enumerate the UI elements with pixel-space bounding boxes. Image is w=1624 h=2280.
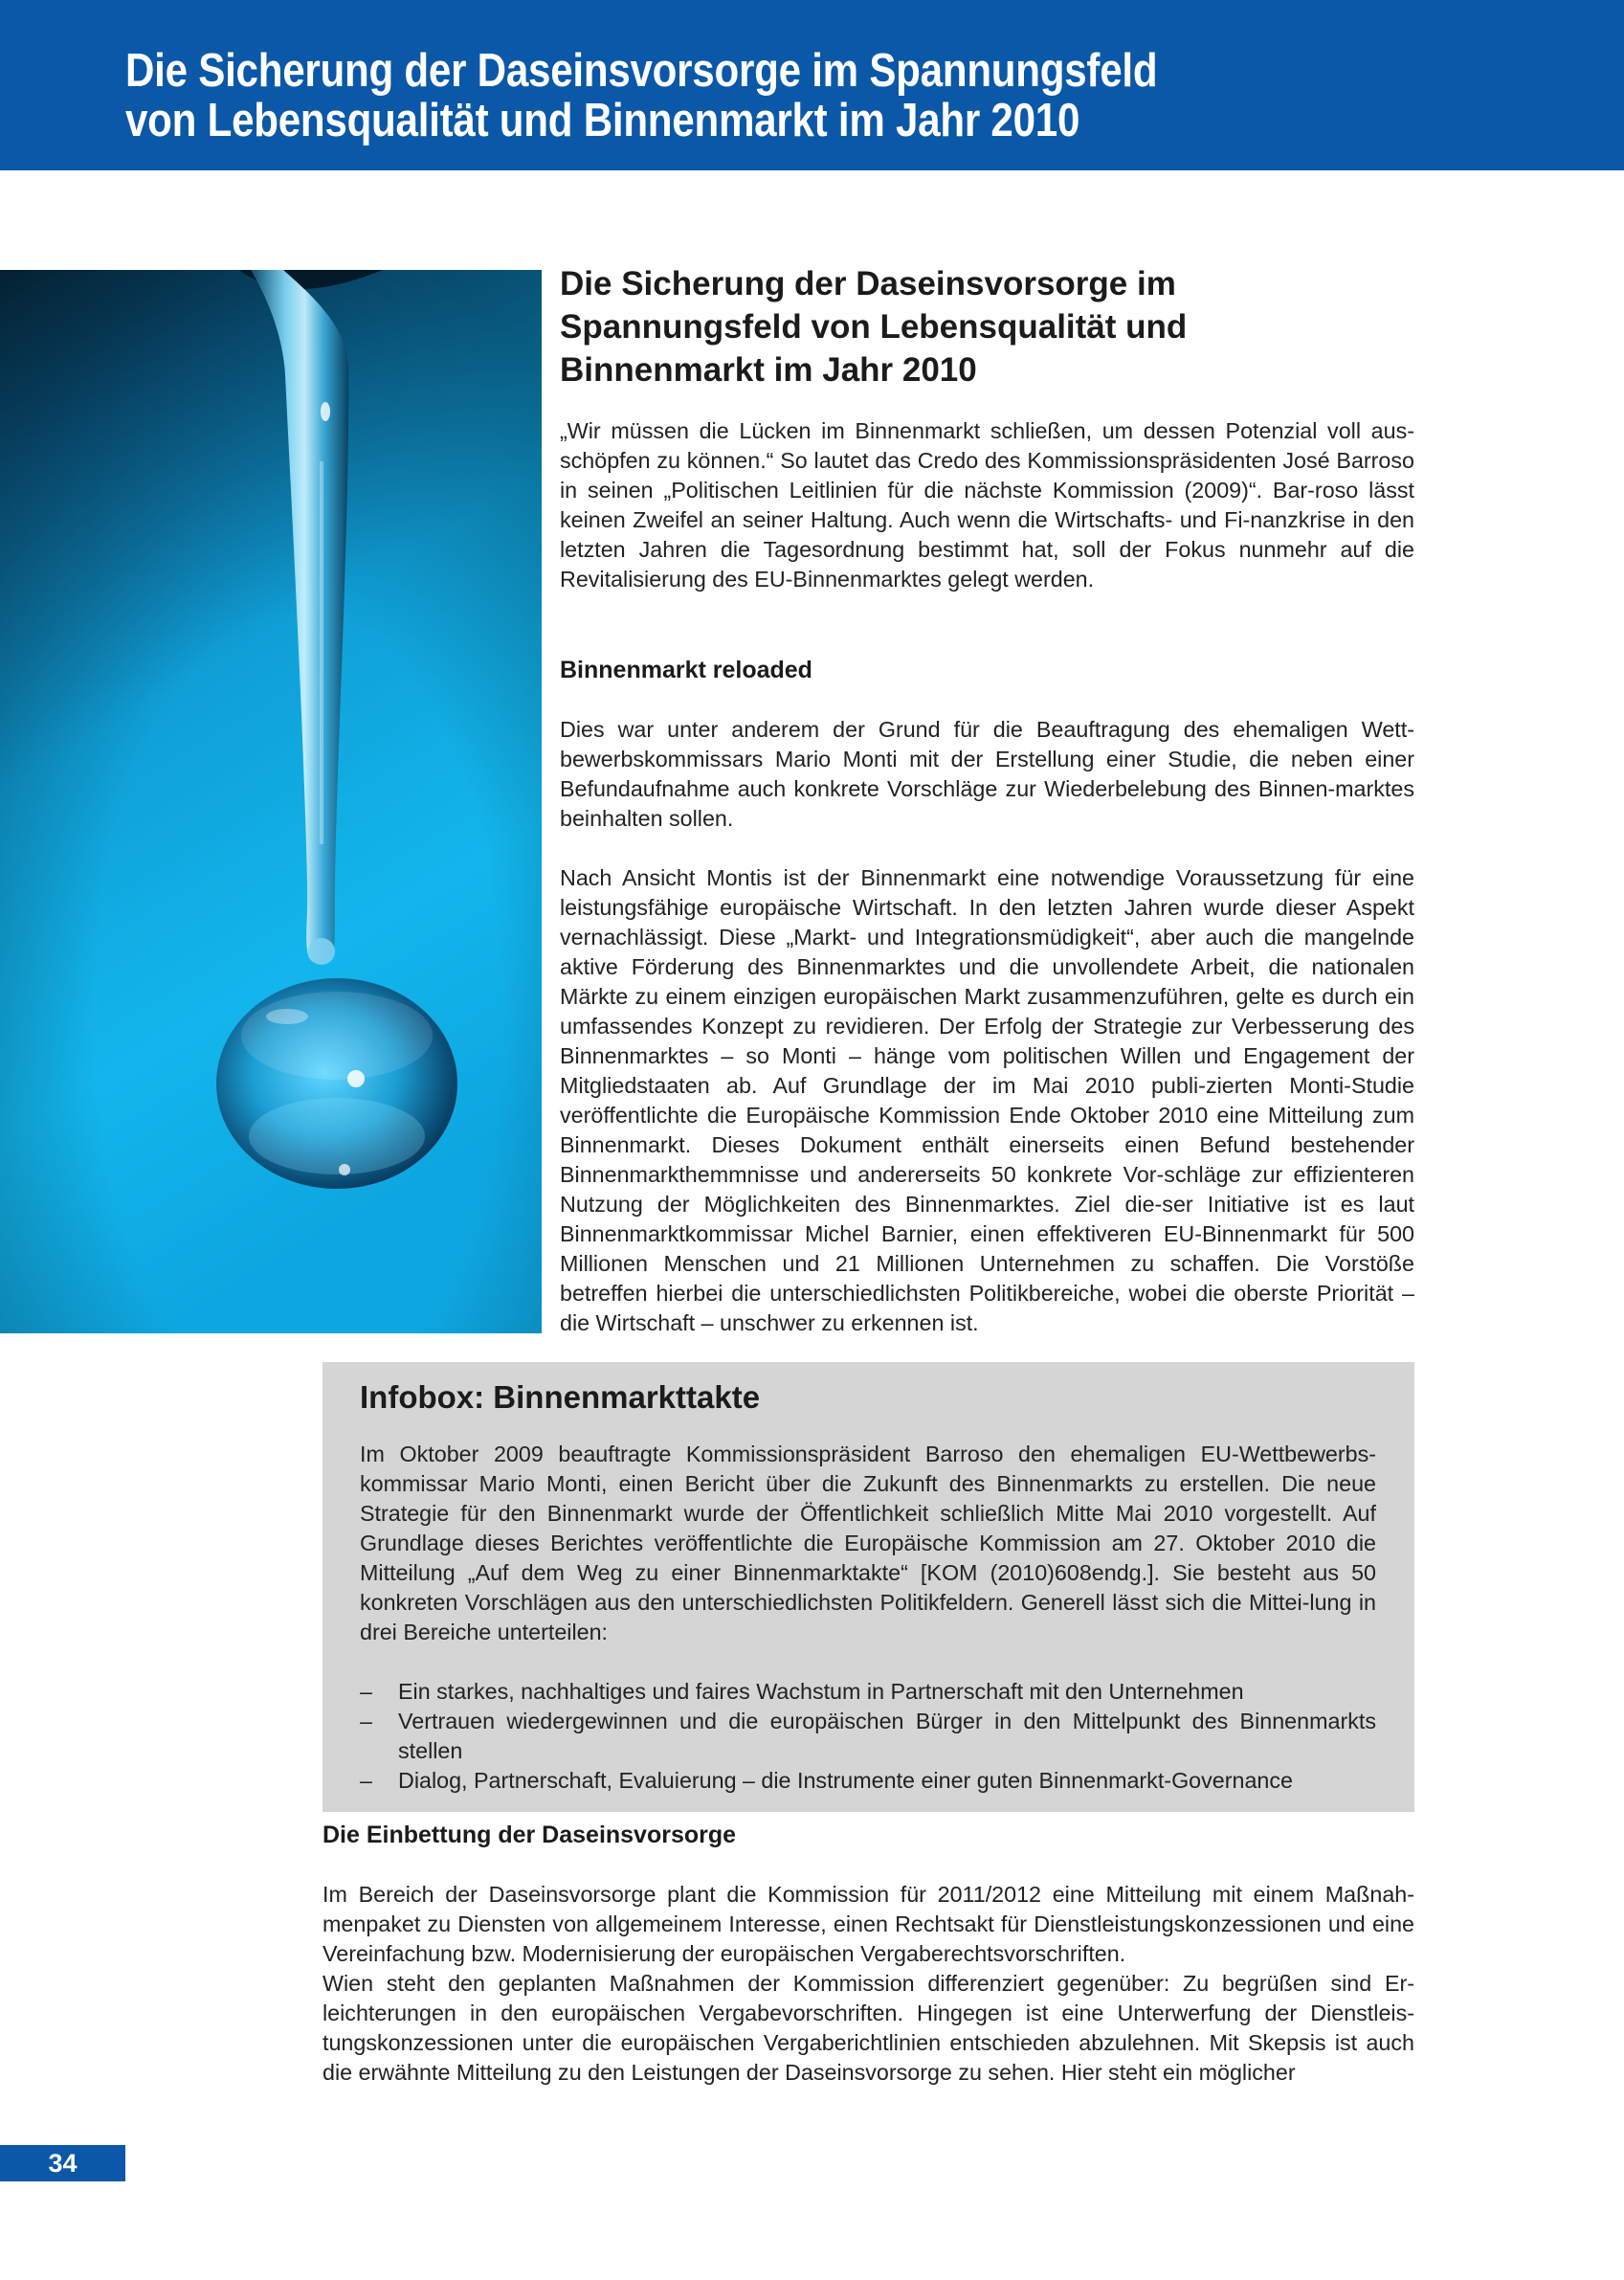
- header-title: [125, 46, 1157, 145]
- article-title-line-2: Spannungsfeld von Lebensqualität und: [560, 308, 1188, 346]
- article-title-line-1: Die Sicherung der Daseinsvorsorge im: [560, 265, 1176, 302]
- infobox-list-item-text: Dialog, Partnerschaft, Evaluierung – die Instrumente einer guten Binnenmarkt-Governance: [398, 1768, 1293, 1793]
- section-einbettung: [323, 1821, 1414, 2088]
- section1-paragraph-2: Nach Ansicht Montis ist der Binnenmarkt eine notwendige Voraussetzung für eine leistungsfähige europäische Wirtschaft. In den letzten Jahren wurde dieser Aspekt vernachlässigt. Diese „Markt- und Integrationsmüdigkeit“, aber auch die mangelnde aktive Förderung des Binnenmarktes und die unvollendete Arbeit, die nationalen Märkte zu einem einzigen europäischen Markt zusammenzuführen, gelte es durch ein umfassendes Konzept zu revidieren. Der Erfolg der Strategie zur Verbesserung des Binnenmarktes – so Monti – hänge vom politischen Willen und Engagement der Mitgliedstaaten ab. Auf Grundlage der im Mai 2010 publi-zierten Monti-Studie veröffentlichte die Europäische Kommission Ende Oktober 2010 eine Mitteilung zum Binnenmarkt. Dieses Dokument enthält einerseits einen Befund bestehender Binnenmarkthemmnisse und andererseits 50 konkrete Vor-schläge zur effizienteren Nutzung der Möglichkeiten des Binnenmarktes. Ziel die-ser Initiative ist es laut Binnenmarktkommissar Michel Barnier, einen effektiveren EU-Binnenmarkt für 500 Millionen Menschen und 21 Millionen Unternehmen zu schaffen. Die Vorstöße betreffen hierbei die unterschiedlichsten Politikbereiche, wobei die oberste Priorität – die Wirtschaft – unschwer zu erkennen ist.: [560, 865, 1414, 1335]
- list-dash: –: [360, 1709, 372, 1733]
- water-drop-image: [0, 270, 542, 1333]
- list-dash: –: [360, 1679, 372, 1704]
- section2-paragraph-2: Wien steht den geplanten Maßnahmen der Kommission differenziert gegenüber: Zu begrüßen sind Er-leichterungen in den europäischen Vergabevorschriften. Hingegen ist eine Unterwerfung der Dienstleis-tungskonzessionen unter die europäischen Vergaberichtlinien entschieden abzulehnen. Mit Skepsis ist auch die erwähnte Mitteilung zu den Leistungen der Daseinsvorsorge zu sehen. Hier steht ein möglicher: [323, 1971, 1414, 2085]
- infobox-title: Infobox: Binnenmarkttakte: [360, 1379, 761, 1415]
- article-column: [560, 262, 1414, 1338]
- infobox-list-item-2: [360, 1707, 1376, 1766]
- section-heading-einbettung: Die Einbettung der Daseinsvorsorge: [323, 1822, 737, 1848]
- section2-paragraph-1: Im Bereich der Daseinsvorsorge plant die Kommission für 2011/2012 eine Mitteilung mit einem Maßnah-menpaket zu Diensten von allgemeinem Interesse, einen Rechtsakt für Dienstleistungskonzessionen und eine Vereinfachung bzw. Modernisierung der europäischen Vergaberechtsvorschriften.: [323, 1882, 1414, 1966]
- article-title: [560, 262, 1414, 391]
- article-intro: „Wir müssen die Lücken im Binnenmarkt schließen, um dessen Potenzial voll aus-schöpfen zu können.“ So lautet das Credo des Kommissionspräsidenten José Barroso in seinen „Politischen Leitlinien für die nächste Kommission (2009)“. Bar-roso lässt keinen Zweifel an seiner Haltung. Auch wenn die Wirtschafts- und Fi-nanzkrise in den letzten Jahren die Tagesordnung bestimmt hat, soll der Fokus nunmehr auf die Revitalisierung des EU-Binnenmarktes gelegt werden.: [560, 418, 1414, 592]
- section1-paragraph-1: Dies war unter anderem der Grund für die Beauftragung des ehemaligen Wett-bewerbskommissars Mario Monti mit der Erstellung einer Studie, die neben einer Befundaufnahme auch konkrete Vorschläge zur Wiederbelebung des Binnen-marktes beinhalten sollen.: [560, 717, 1414, 831]
- infobox-list-item-text: Ein starkes, nachhaltiges und faires Wachstum in Partnerschaft mit den Unternehmen: [398, 1679, 1244, 1704]
- infobox-list-item-3: [360, 1766, 1376, 1796]
- infobox-content: [360, 1375, 1376, 1796]
- section-heading-binnenmarkt-reloaded: Binnenmarkt reloaded: [560, 657, 812, 683]
- infobox-list-item-1: [360, 1677, 1376, 1707]
- infobox-body: Im Oktober 2009 beauftragte Kommissionspräsident Barroso den ehemaligen EU-Wettbewerbs-kommissar Mario Monti, einen Bericht über die Zukunft des Binnenmarkts zu erstellen. Die neue Strategie für den Binnenmarkt wurde der Öffentlichkeit schließlich Mitte Mai 2010 vorgestellt. Auf Grundlage dieses Berichtes veröffentlichte die Europäische Kommission am 27. Oktober 2010 die Mitteilung „Auf dem Weg zu einer Binnenmarktakte“ [KOM (2010)608endg.]. Sie besteht aus 50 konkreten Vorschlägen aus den unterschiedlichsten Politikfeldern. Generell lässt sich die Mittei-lung in drei Bereiche unterteilen:: [360, 1442, 1376, 1644]
- list-dash: –: [360, 1768, 372, 1793]
- header-title-line-1: Die Sicherung der Daseinsvorsorge im Spannungsfeld: [125, 45, 1158, 97]
- header-banner: [0, 0, 1624, 170]
- infobox: [323, 1362, 1414, 1812]
- article-title-line-3: Binnenmarkt im Jahr 2010: [560, 351, 977, 389]
- page-number: 34: [0, 2145, 125, 2181]
- infobox-list: [360, 1677, 1376, 1796]
- infobox-list-item-text: Vertrauen wiedergewinnen und die europäischen Bürger in den Mittelpunkt des Binnenmarkts stellen: [398, 1709, 1376, 1763]
- header-title-line-2: von Lebensqualität und Binnenmarkt im Jahr 2010: [125, 95, 1080, 146]
